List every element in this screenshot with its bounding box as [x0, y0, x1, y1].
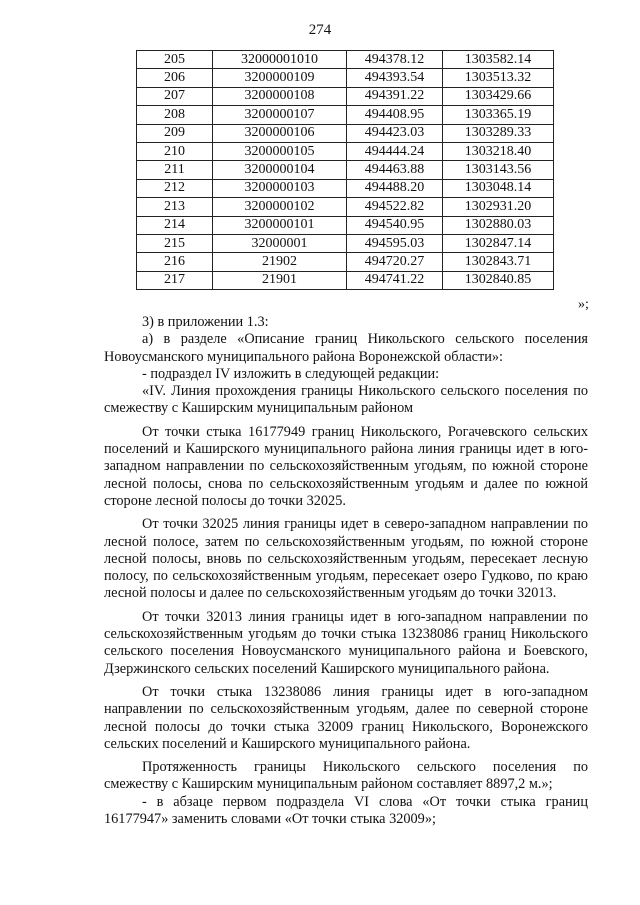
table-row: [137, 253, 554, 271]
point-id-cell: 3200000103: [213, 179, 347, 197]
paragraph-boundary-4: От точки стыка 13238086 линия границы идет в юго-западном направлении по сельскохозяйственным угодьям, далее по северной стороне лесной полосы до точки стыка 32009 границ Никольского, Воронежского сельских поселений и Каширского муниципального района.: [104, 683, 588, 752]
table-row: [137, 51, 554, 69]
table-row: [137, 179, 554, 197]
coord-y-cell: 1303582.14: [443, 51, 554, 69]
point-id-cell: 21901: [213, 271, 347, 289]
paragraph-item-3: 3) в приложении 1.3:: [142, 314, 269, 330]
point-number-cell: 213: [137, 198, 213, 216]
point-id-cell: 21902: [213, 253, 347, 271]
table-row: [137, 161, 554, 179]
point-number-cell: 207: [137, 87, 213, 105]
page-number: 274: [308, 22, 332, 38]
table-row: [137, 271, 554, 289]
point-id-cell: 3200000109: [213, 69, 347, 87]
point-id-cell: 3200000102: [213, 198, 347, 216]
table-row: [137, 142, 554, 160]
paragraph-replacement: - в абзаце первом подраздела VI слова «От точки стыка границ 16177947» заменить словами «От точки стыка 32009»;: [104, 793, 588, 828]
coord-x-cell: 494423.03: [347, 124, 443, 142]
table-row: [137, 216, 554, 234]
point-id-cell: 32000001010: [213, 51, 347, 69]
coord-y-cell: 1302847.14: [443, 234, 554, 252]
point-number-cell: 211: [137, 161, 213, 179]
coord-x-cell: 494444.24: [347, 142, 443, 160]
coord-y-cell: 1302931.20: [443, 198, 554, 216]
coord-x-cell: 494522.82: [347, 198, 443, 216]
point-number-cell: 214: [137, 216, 213, 234]
table-row: [137, 87, 554, 105]
coord-x-cell: 494463.88: [347, 161, 443, 179]
point-id-cell: 3200000104: [213, 161, 347, 179]
point-number-cell: 208: [137, 106, 213, 124]
paragraph-boundary-3: От точки 32013 линия границы идет в юго-западном направлении по сельскохозяйственным угодьям до точки стыка 13238086 границ Никольского сельского поселения Новоусманского муниципального района и Боевского, Дзержинского сельских поселений Каширского муниципального района.: [104, 608, 588, 677]
paragraph-item-a: а) в разделе «Описание границ Никольского сельского поселения Новоусманского муниципального района Воронежской области»:: [104, 331, 588, 365]
coord-y-cell: 1302880.03: [443, 216, 554, 234]
paragraph-length: Протяженность границы Никольского сельского поселения по смежеству с Каширским муниципальным районом составляет 8897,2 м.»;: [104, 759, 588, 793]
paragraph-subsection-iv: - подраздел IV изложить в следующей редакции:: [142, 365, 440, 382]
table-row: [137, 124, 554, 142]
point-number-cell: 205: [137, 51, 213, 69]
coord-y-cell: 1303429.66: [443, 87, 554, 105]
closing-quote: »;: [578, 297, 589, 312]
coord-y-cell: 1303048.14: [443, 179, 554, 197]
point-id-cell: 3200000105: [213, 142, 347, 160]
table-row: [137, 106, 554, 124]
coord-y-cell: 1302840.85: [443, 271, 554, 289]
table-row: [137, 234, 554, 252]
coord-x-cell: 494408.95: [347, 106, 443, 124]
table-row: [137, 198, 554, 216]
paragraph-section-heading: «IV. Линия прохождения границы Никольского сельского поселения по смежеству с Каширским муниципальным районом: [104, 383, 588, 417]
coord-y-cell: 1302843.71: [443, 253, 554, 271]
paragraph-boundary-1: От точки стыка 16177949 границ Никольского, Рогачевского сельских поселений и Каширского муниципального района линия границы идет в юго-западном направлении по сельскохозяйственным угодьям, по южной стороне лесной полосы, снова по сельскохозяйственным угодьям и далее по южной стороне лесной полосы до точки 32025.: [104, 423, 588, 509]
coord-x-cell: 494378.12: [347, 51, 443, 69]
point-id-cell: 3200000107: [213, 106, 347, 124]
coord-x-cell: 494741.22: [347, 271, 443, 289]
point-number-cell: 209: [137, 124, 213, 142]
coord-x-cell: 494720.27: [347, 253, 443, 271]
point-number-cell: 206: [137, 69, 213, 87]
point-number-cell: 215: [137, 234, 213, 252]
coord-x-cell: 494391.22: [347, 87, 443, 105]
point-number-cell: 210: [137, 142, 213, 160]
point-id-cell: 3200000108: [213, 87, 347, 105]
coord-x-cell: 494488.20: [347, 179, 443, 197]
coord-y-cell: 1303513.32: [443, 69, 554, 87]
coord-y-cell: 1303289.33: [443, 124, 554, 142]
point-number-cell: 217: [137, 271, 213, 289]
point-id-cell: 3200000101: [213, 216, 347, 234]
point-number-cell: 212: [137, 179, 213, 197]
coord-y-cell: 1303365.19: [443, 106, 554, 124]
point-number-cell: 216: [137, 253, 213, 271]
coord-y-cell: 1303143.56: [443, 161, 554, 179]
coord-y-cell: 1303218.40: [443, 142, 554, 160]
coord-x-cell: 494595.03: [347, 234, 443, 252]
table-row: [137, 69, 554, 87]
coord-x-cell: 494393.54: [347, 69, 443, 87]
body-text: [104, 314, 588, 828]
coord-x-cell: 494540.95: [347, 216, 443, 234]
paragraph-boundary-2: От точки 32025 линия границы идет в северо-западном направлении по лесной полосе, затем по сельскохозяйственным угодьям, по южной стороне лесной полосы, вновь по сельскохозяйственным угодьям, пересекает лесную полосу, по сельскохозяйственным угодьям, пересекает озеро Гудково, по краю лесной полосы и далее по сельскохозяйственным угодьям до точки 32013.: [104, 516, 588, 602]
point-id-cell: 3200000106: [213, 124, 347, 142]
point-id-cell: 32000001: [213, 234, 347, 252]
coordinates-table: [136, 50, 554, 290]
